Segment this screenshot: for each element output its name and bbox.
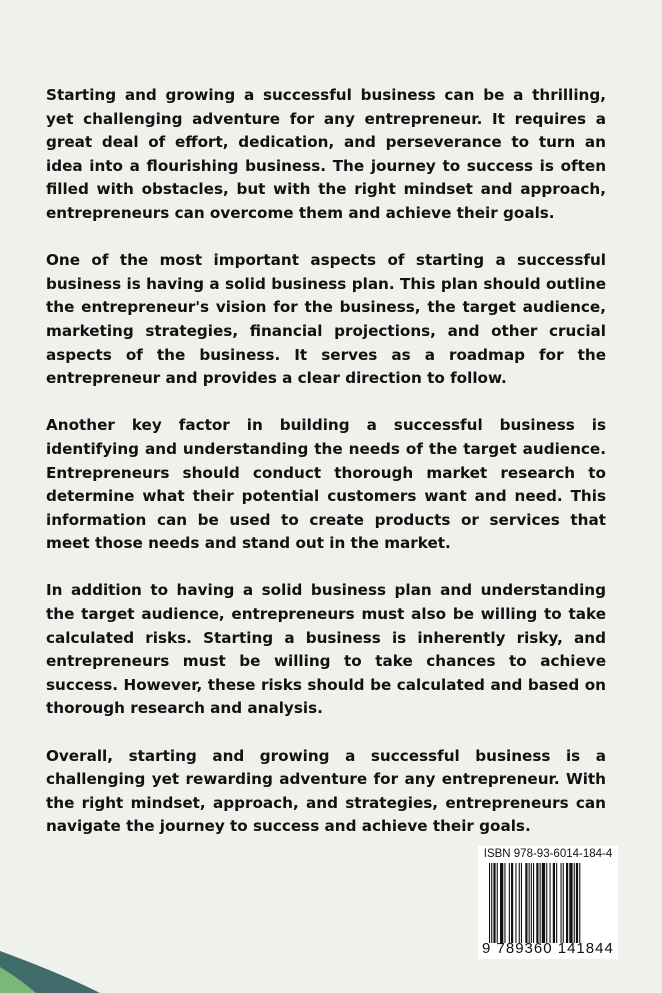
barcode-digits: 9 789360 141844 — [482, 940, 614, 957]
isbn-label: ISBN 978-93-6014-184-4 — [483, 848, 613, 860]
barcode-bar — [504, 863, 505, 943]
barcode-bar — [542, 863, 545, 943]
barcode-bar — [533, 863, 534, 943]
paragraph-1: Starting and growing a successful business can be a thrilling, yet challenging adventure for any entrepreneur. It requires a great deal of effort, dedication, and perseverance to turn an idea into a flourishing business. The journey to success is often filled with obstacles, but with the right mindset and approach, entrepreneurs can overcome them and achieve their goals. — [46, 86, 606, 222]
barcode-bar — [576, 863, 578, 943]
barcode-bar — [521, 863, 522, 943]
barcode-bar — [489, 863, 490, 943]
barcode-bar — [493, 863, 495, 943]
barcode-bar — [561, 863, 562, 943]
paragraph-5: Overall, starting and growing a successful business is a challenging yet rewarding adventure for any entrepreneur. With the right mindset, approach, and strategies, entrepreneurs can navigate the journey to success and achieve their goals. — [46, 746, 606, 836]
paragraph-3: Another key factor in building a successful business is identifying and understanding the needs of the target audience. Entrepreneurs should conduct thorough market research to determine what their potential customers want and need. This information can be used to create products or services that meet those needs and stand out in the market. — [46, 416, 606, 553]
barcode-bar — [540, 863, 541, 943]
barcode-bar — [563, 863, 564, 943]
barcode-bar — [509, 863, 510, 943]
barcode-bar — [579, 863, 580, 943]
back-cover-text — [46, 84, 606, 863]
barcode-bar — [519, 863, 520, 943]
barcode-bar — [529, 863, 530, 943]
barcode-bar — [550, 863, 551, 943]
barcode-bar — [569, 863, 572, 943]
barcode-bar — [556, 863, 557, 943]
barcode-bar — [546, 863, 547, 943]
isbn-barcode — [478, 846, 618, 959]
barcode-bar — [531, 863, 532, 943]
barcode-bar — [500, 863, 503, 943]
barcode-bar — [536, 863, 538, 943]
barcode-bar — [525, 863, 527, 943]
barcode-bar — [511, 863, 513, 943]
barcode-bar — [491, 863, 492, 943]
barcode-bar — [553, 863, 555, 943]
paragraph-2: One of the most important aspects of starting a successful business is having a solid business plan. This plan should outline the entrepreneur's vision for the business, the target audience, marketing strategies, financial projections, and other crucial aspects of the business. It serves as a roadmap for the entrepreneur and provides a clear direction to follow. — [46, 251, 606, 388]
corner-decoration — [0, 923, 200, 993]
barcode-bar — [566, 863, 568, 943]
barcode-bar — [515, 863, 516, 943]
paragraph-4: In addition to having a solid business plan and understanding the target audience, entrepreneurs must also be willing to take calculated risks. Starting a business is inherently risky, and entrepreneurs must be willing to take chances to achieve success. However, these risks should be calculated and based on thorough research and analysis. — [46, 581, 606, 718]
barcode-bar — [497, 863, 498, 943]
barcode-bar — [574, 863, 575, 943]
barcode-bars — [489, 863, 613, 943]
